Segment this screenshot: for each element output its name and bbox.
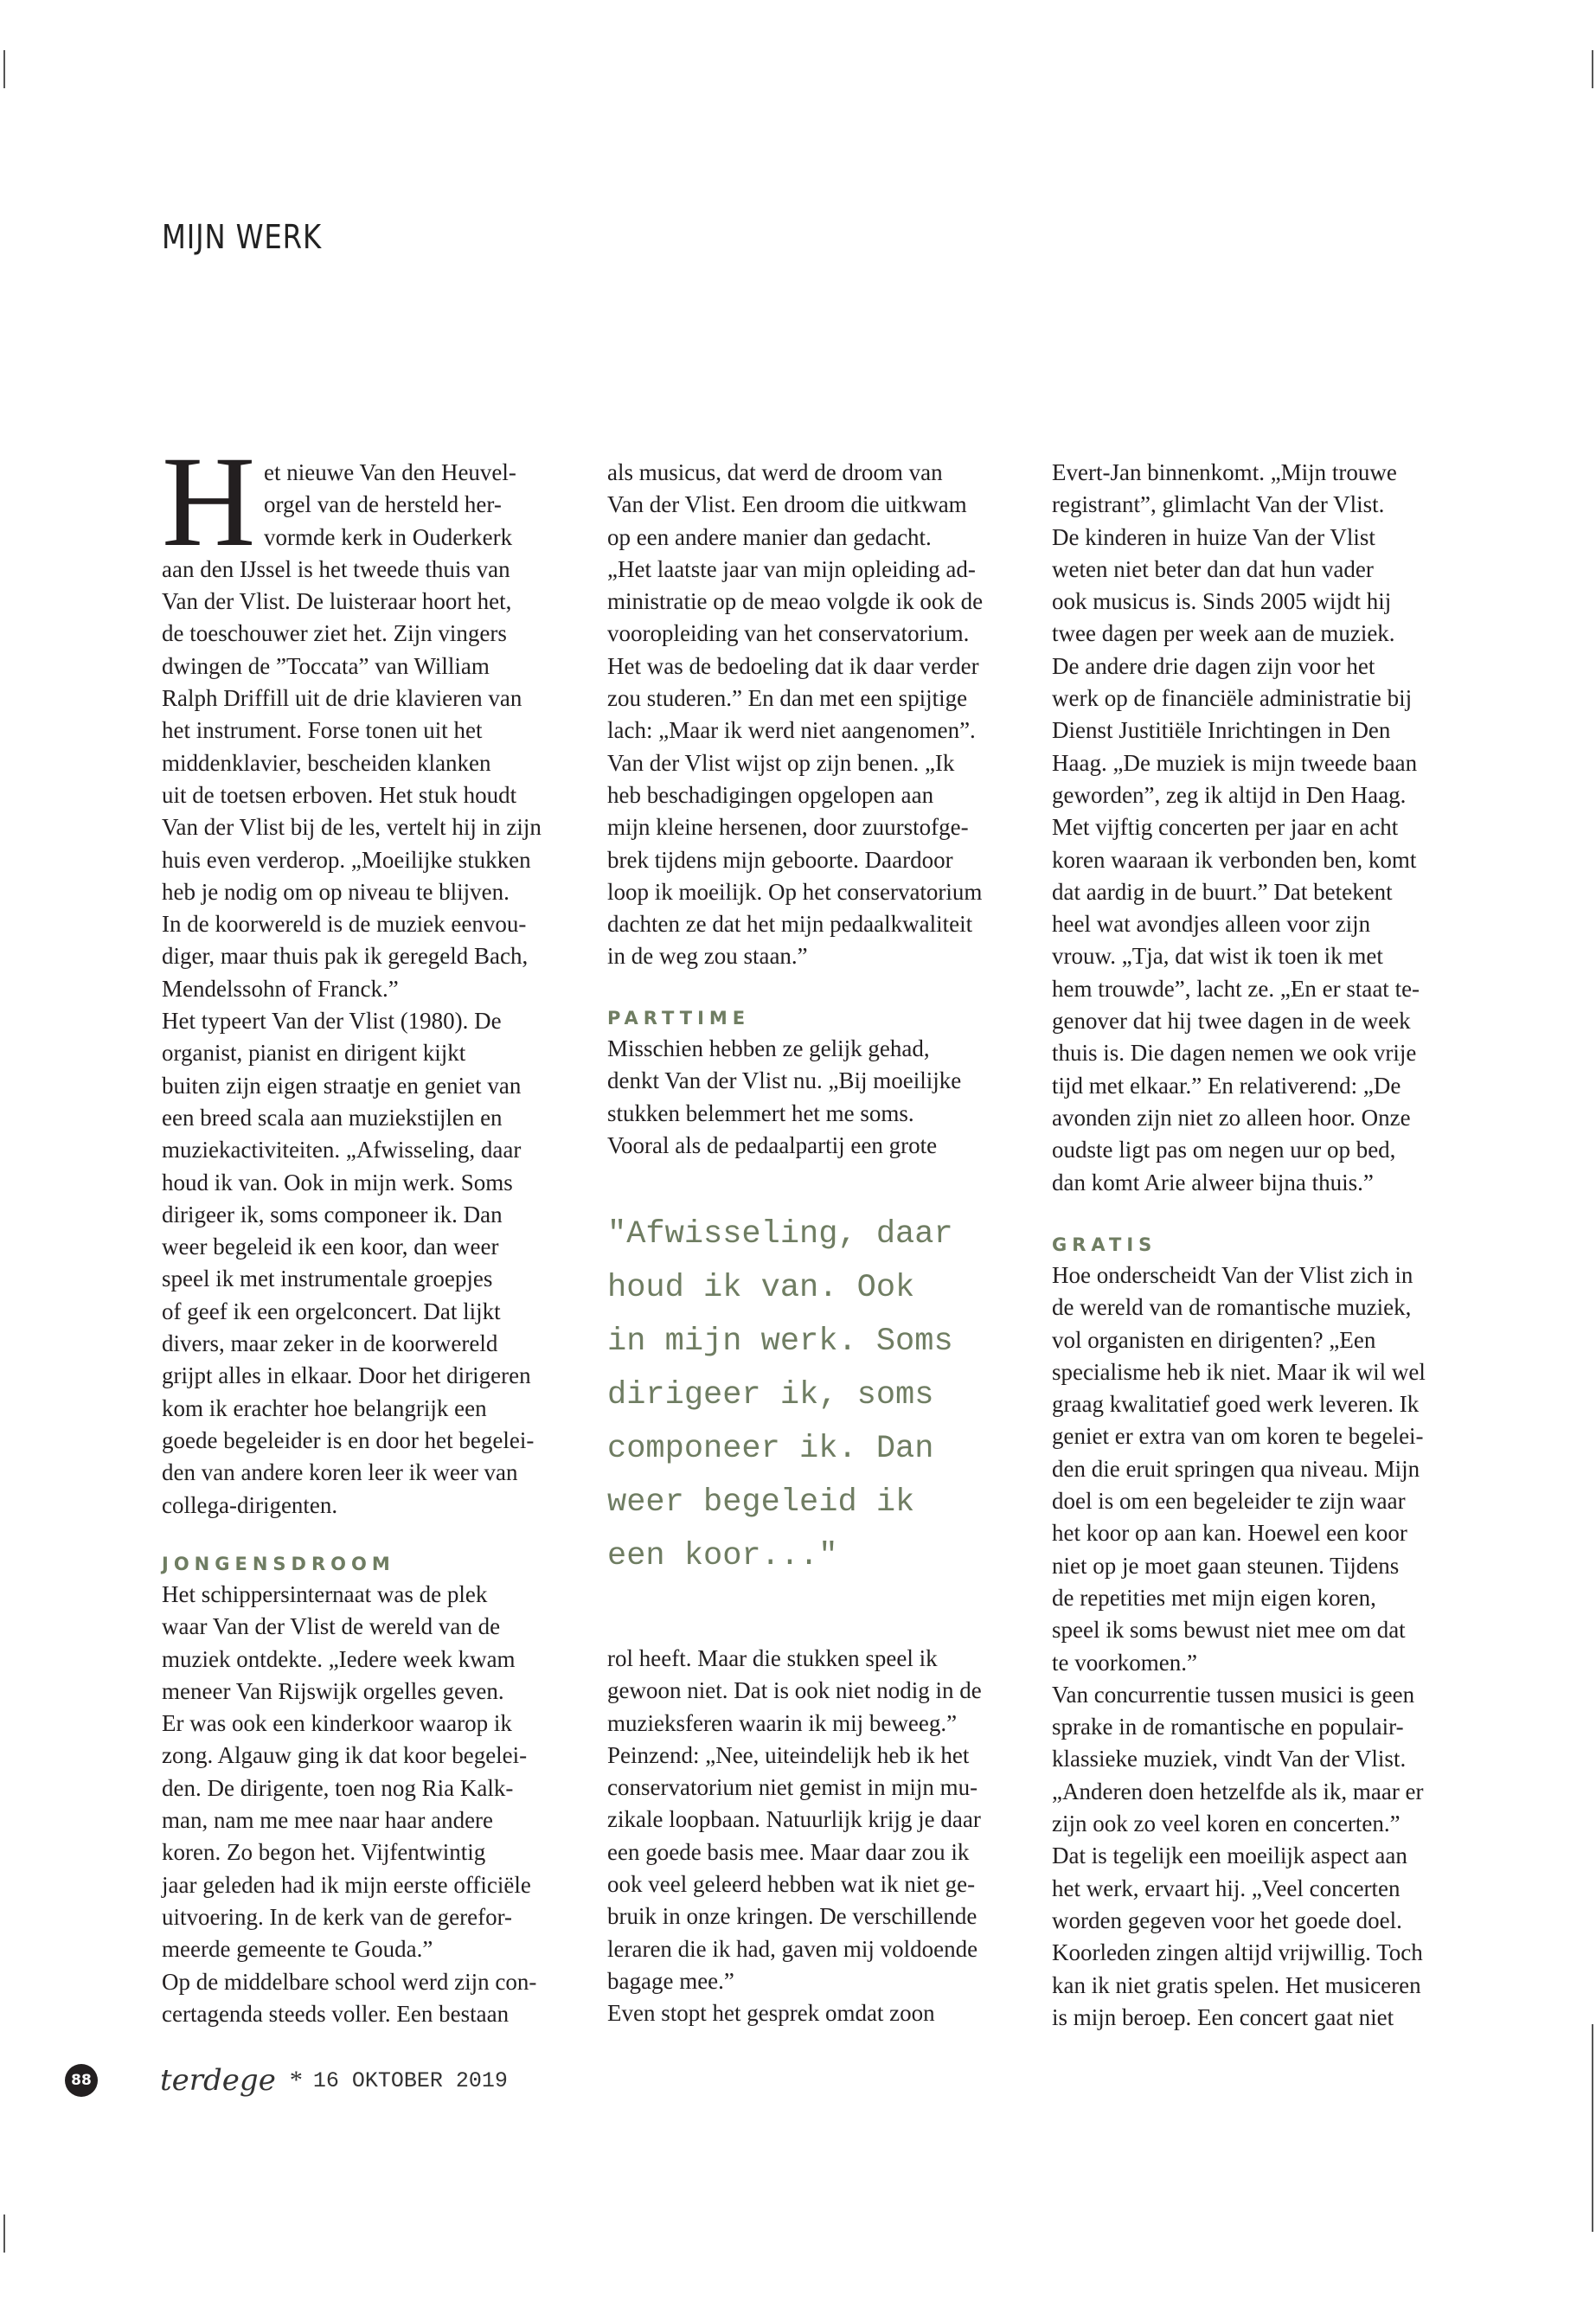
- text-line: hem trouwde”, lacht ze. „En er staat te-: [1052, 975, 1420, 1002]
- text-line: organist, pianist en dirigent kijkt: [162, 1040, 466, 1067]
- text-line: goede begeleider is en door het begelei-: [162, 1426, 535, 1453]
- text-line: dachten ze dat het mijn pedaalkwaliteit: [607, 911, 973, 938]
- text-line: op een andere manier dan gedacht.: [607, 523, 932, 550]
- text-line: ook veel geleerd hebben wat ik niet ge-: [607, 1871, 976, 1898]
- pull-quote-line: een koor...": [607, 1538, 838, 1574]
- text-line: weer begeleid ik een koor, dan weer: [162, 1234, 499, 1260]
- text-line: loop ik moeilijk. Op het conservatorium: [607, 878, 983, 905]
- text-line: muziekactiviteiten. „Afwisseling, daar: [162, 1137, 522, 1163]
- text-line: zijn ook zo veel koren en concerten.”: [1052, 1811, 1401, 1837]
- text-line: „Anderen doen hetzelfde als ik, maar er: [1052, 1778, 1424, 1804]
- crop-mark: [1592, 50, 1593, 88]
- text-line: De andere drie dagen zijn voor het: [1052, 652, 1375, 679]
- pull-quote-line: componeer ik. Dan: [607, 1431, 934, 1467]
- text-line: de toeschouwer ziet het. Zijn vingers: [162, 620, 507, 647]
- pull-quote: [607, 1208, 1022, 1583]
- text-line: waar Van der Vlist de wereld van de: [162, 1613, 501, 1640]
- text-line: speel ik met instrumentale groepjes: [162, 1266, 493, 1292]
- text-line: orgel van de hersteld her-: [264, 491, 502, 518]
- text-line: kom ik erachter hoe belangrijk een: [162, 1394, 487, 1421]
- text-line: Mendelssohn of Franck.”: [162, 975, 399, 1002]
- text-line: geworden”, zeg ik altijd in Den Haag.: [1052, 781, 1407, 808]
- text-line: muziek ontdekte. „Iedere week kwam: [162, 1645, 516, 1672]
- column-2-continued: [607, 1643, 1014, 2030]
- text-line: huis even verderop. „Moeilijke stukken: [162, 846, 531, 873]
- text-line: vooropleiding van het conservatorium.: [607, 620, 970, 647]
- column-2-section-parttime: [607, 1001, 1014, 1162]
- subheading: JONGENSDROOM: [162, 1554, 395, 1574]
- page-number-badge: 88: [65, 2064, 98, 2097]
- text-line: zikale loopbaan. Natuurlijk krijg je daar: [607, 1806, 981, 1833]
- text-line: uitvoering. In de kerk van de gerefor-: [162, 1903, 513, 1930]
- text-line: houd ik van. Ook in mijn werk. Soms: [162, 1169, 513, 1195]
- text-line: twee dagen per week aan de muziek.: [1052, 620, 1395, 647]
- text-line: lach: „Maar ik werd niet aangenomen”.: [607, 717, 976, 744]
- text-line: dan komt Arie alweer bijna thuis.”: [1052, 1169, 1374, 1195]
- text-line: sprake in de romantische en populair-: [1052, 1714, 1404, 1740]
- text-line: gewoon niet. Dat is ook niet nodig in de: [607, 1677, 982, 1704]
- text-line: Haag. „De muziek is mijn tweede baan: [1052, 749, 1418, 776]
- text-line: zou studeren.” En dan met een spijtige: [607, 685, 968, 712]
- text-line: Van der Vlist. De luisteraar hoort het,: [162, 588, 512, 615]
- column-1-section-jongensdroom: [162, 1547, 568, 2030]
- text-line: dirigeer ik, soms componeer ik. Dan: [162, 1201, 503, 1227]
- text-line: aan den IJssel is het tweede thuis van: [162, 555, 510, 582]
- text-line: de repetities met mijn eigen koren,: [1052, 1584, 1376, 1611]
- text-line: Peinzend: „Nee, uiteindelijk heb ik het: [607, 1741, 970, 1768]
- section-title: MIJN WERK: [162, 218, 322, 256]
- pull-quote-line: dirigeer ik, soms: [607, 1377, 934, 1413]
- text-line: Van der Vlist. Een droom die uitkwam: [607, 491, 967, 518]
- text-line: leraren die ik had, gaven mij voldoende: [607, 1935, 978, 1962]
- text-line: diger, maar thuis pak ik geregeld Bach,: [162, 943, 529, 970]
- text-line: conservatorium niet gemist in mijn mu-: [607, 1774, 978, 1801]
- text-line: Het typeert Van der Vlist (1980). De: [162, 1008, 502, 1035]
- crop-mark: [1592, 2024, 1593, 2232]
- text-line: „Het laatste jaar van mijn opleiding ad-: [607, 555, 976, 582]
- text-line: graag kwalitatief goed werk leveren. Ik: [1052, 1391, 1420, 1418]
- text-line: meerde gemeente te Gouda.”: [162, 1936, 433, 1963]
- text-line: een goede basis mee. Maar daar zou ik: [607, 1838, 970, 1865]
- text-line: denkt Van der Vlist nu. „Bij moeilijke: [607, 1067, 962, 1094]
- pull-quote-line: in mijn werk. Soms: [607, 1324, 953, 1360]
- column-3-text: [1052, 457, 1458, 1199]
- text-line: In de koorwereld is de muziek eenvou-: [162, 911, 527, 938]
- text-line: ook musicus is. Sinds 2005 wijdt hij: [1052, 588, 1392, 615]
- text-line: Op de middelbare school werd zijn con-: [162, 1968, 537, 1995]
- text-line: et nieuwe Van den Heuvel-: [264, 459, 516, 485]
- text-line: heb beschadigingen opgelopen aan: [607, 781, 934, 808]
- text-line: certagenda steeds voller. Een bestaan: [162, 2000, 510, 2027]
- text-line: Even stopt het gesprek omdat zoon: [607, 2000, 935, 2027]
- text-line: stukken belemmert het me soms.: [607, 1099, 914, 1126]
- drop-cap: H: [162, 430, 256, 574]
- text-line: speel ik soms bewust niet mee om dat: [1052, 1617, 1406, 1644]
- text-line: de wereld van de romantische muziek,: [1052, 1294, 1412, 1321]
- text-line: weten niet beter dan dat hun vader: [1052, 555, 1374, 582]
- text-line: vrouw. „Tja, dat wist ik toen ik met: [1052, 943, 1383, 970]
- text-line: Van der Vlist wijst op zijn benen. „Ik: [607, 749, 955, 776]
- text-line: registrant”, glimlacht Van der Vlist.: [1052, 491, 1385, 518]
- text-line: buiten zijn eigen straatje en geniet van: [162, 1072, 522, 1099]
- text-line: uit de toetsen erboven. Het stuk houdt: [162, 781, 517, 808]
- column-1-intro: [162, 457, 568, 1522]
- text-line: kan ik niet gratis spelen. Het musiceren: [1052, 1971, 1421, 1998]
- text-line: meneer Van Rijswijk orgelles geven.: [162, 1677, 504, 1704]
- subheading: GRATIS: [1052, 1234, 1157, 1255]
- text-line: is mijn beroep. Een concert gaat niet: [1052, 2003, 1394, 2030]
- text-line: middenklavier, bescheiden klanken: [162, 749, 491, 776]
- text-line: het instrument. Forse tonen uit het: [162, 717, 483, 744]
- text-line: worden gegeven voor het goede doel.: [1052, 1907, 1402, 1933]
- text-line: divers, maar zeker in de koorwereld: [162, 1330, 498, 1357]
- text-line: Evert-Jan binnenkomt. „Mijn trouwe: [1052, 459, 1397, 485]
- text-line: dat aardig in de buurt.” Dat betekent: [1052, 878, 1393, 905]
- text-line: Vooral als de pedaalpartij een grote: [607, 1131, 938, 1158]
- text-line: bruik in onze kringen. De verschillende: [607, 1903, 977, 1930]
- text-line: werk op de financiële administratie bij: [1052, 685, 1413, 712]
- text-line: Hoe onderscheidt Van der Vlist zich in: [1052, 1262, 1413, 1288]
- text-line: het werk, ervaart hij. „Veel concerten: [1052, 1875, 1401, 1901]
- crop-mark: [3, 50, 5, 88]
- text-line: Met vijftig concerten per jaar en acht: [1052, 814, 1399, 841]
- text-line: te voorkomen.”: [1052, 1649, 1197, 1676]
- text-line: koren waaraan ik verbonden ben, komt: [1052, 846, 1417, 873]
- text-line: of geef ik een orgelconcert. Dat lijkt: [162, 1298, 501, 1324]
- text-line: geniet er extra van om koren te begelei-: [1052, 1423, 1424, 1450]
- text-line: man, nam me mee naar haar andere: [162, 1807, 494, 1834]
- text-line: het koor op aan kan. Hoewel een koor: [1052, 1520, 1407, 1547]
- text-line: rol heeft. Maar die stukken speel ik: [607, 1645, 938, 1671]
- text-line: den. De dirigente, toen nog Ria Kalk-: [162, 1774, 514, 1801]
- text-line: ministratie op de meao volgde ik ook de: [607, 588, 984, 615]
- text-line: dwingen de ”Toccata” van William: [162, 652, 490, 679]
- text-line: thuis is. Die dagen nemen we ook vrije: [1052, 1040, 1417, 1067]
- pull-quote-line: houd ik van. Ook: [607, 1270, 915, 1306]
- column-3-section-gratis: [1052, 1227, 1458, 2034]
- text-line: Het was de bedoeling dat ik daar verder: [607, 652, 979, 679]
- pull-quote-line: "Afwisseling, daar: [607, 1216, 953, 1253]
- text-line: een breed scala aan muziekstijlen en: [162, 1104, 503, 1131]
- issue-date: 16 OKTOBER 2019: [312, 2067, 508, 2093]
- text-line: specialisme heb ik niet. Maar ik wil wel: [1052, 1358, 1426, 1385]
- text-line: mijn kleine hersenen, door zuurstofge-: [607, 814, 969, 841]
- asterisk-separator: *: [289, 2066, 303, 2094]
- text-line: collega-dirigenten.: [162, 1491, 338, 1518]
- text-line: Dienst Justitiële Inrichtingen in Den: [1052, 717, 1391, 744]
- text-line: muzieksferen waarin ik mij beweeg.”: [607, 1709, 958, 1736]
- text-line: Er was ook een kinderkoor waarop ik: [162, 1710, 512, 1737]
- text-line: vol organisten en dirigenten? „Een: [1052, 1326, 1376, 1353]
- text-line: De kinderen in huize Van der Vlist: [1052, 523, 1375, 550]
- column-2-text: [607, 457, 1014, 973]
- text-line: klassieke muziek, vindt Van der Vlist.: [1052, 1746, 1407, 1772]
- text-line: Misschien hebben ze gelijk gehad,: [607, 1035, 930, 1061]
- text-line: Van der Vlist bij de les, vertelt hij in zijn: [162, 814, 542, 841]
- text-line: jaar geleden had ik mijn eerste officiële: [162, 1871, 531, 1898]
- pull-quote-line: weer begeleid ik: [607, 1484, 915, 1521]
- crop-mark: [3, 2214, 5, 2253]
- text-line: Het schippersinternaat was de plek: [162, 1581, 488, 1607]
- text-line: koren. Zo begon het. Vijfentwintig: [162, 1839, 486, 1866]
- text-line: grijpt alles in elkaar. Door het dirigeren: [162, 1362, 531, 1389]
- text-line: tijd met elkaar.” En relativerend: „De: [1052, 1072, 1401, 1099]
- text-line: Dat is tegelijk een moeilijk aspect aan: [1052, 1843, 1407, 1869]
- subheading: PARTTIME: [607, 1008, 751, 1029]
- text-line: brek tijdens mijn geboorte. Daardoor: [607, 846, 953, 873]
- page-footer: [65, 2061, 508, 2099]
- text-line: heb je nodig om op niveau te blijven.: [162, 878, 510, 905]
- text-line: doel is om een begeleider te zijn waar: [1052, 1488, 1406, 1515]
- text-line: in de weg zou staan.”: [607, 943, 808, 970]
- text-line: den van andere koren leer ik weer van: [162, 1459, 518, 1486]
- text-line: den die eruit springen qua niveau. Mijn: [1052, 1455, 1420, 1482]
- text-line: heel wat avondjes alleen voor zijn: [1052, 911, 1371, 938]
- text-line: niet op je moet gaan steunen. Tijdens: [1052, 1552, 1400, 1579]
- text-line: avonden zijn niet zo alleen hoor. Onze: [1052, 1104, 1411, 1131]
- text-line: genover dat hij twee dagen in de week: [1052, 1008, 1411, 1035]
- text-line: bagage mee.”: [607, 1967, 734, 1994]
- text-line: als musicus, dat werd de droom van: [607, 459, 943, 485]
- text-line: vormde kerk in Ouderkerk: [264, 523, 513, 550]
- text-line: oudste ligt pas om negen uur op bed,: [1052, 1137, 1396, 1163]
- text-line: Koorleden zingen altijd vrijwillig. Toch: [1052, 1939, 1423, 1966]
- text-line: Van concurrentie tussen musici is geen: [1052, 1681, 1415, 1708]
- text-line: Ralph Driffill uit de drie klavieren van: [162, 685, 522, 712]
- magazine-logo: terdege: [160, 2063, 276, 2098]
- text-line: zong. Algauw ging ik dat koor begelei-: [162, 1742, 528, 1769]
